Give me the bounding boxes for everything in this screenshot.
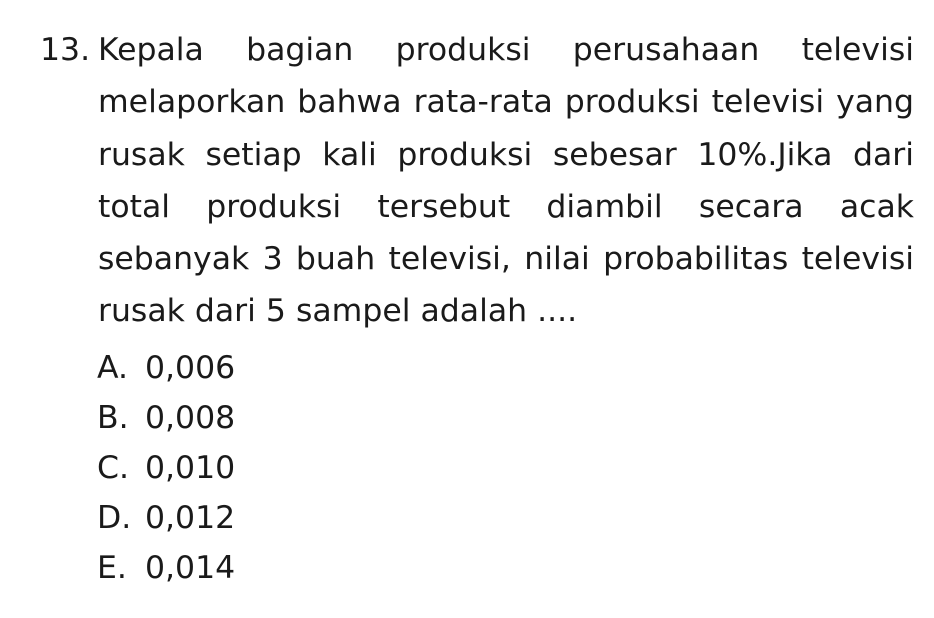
question-text: Kepala bagian produksi perusahaan televisi melaporkan bahwa rata-rata produksi televisi yang rusak setiap kali produksi sebesar 10%.Jika dari total produksi tersebut diambil secara acak sebanyak 3 buah televisi, nilai probabilitas televisi rusak dari 5 sampel adalah .... [98,32,914,330]
option-value: 0,012 [145,500,236,536]
option-value: 0,010 [145,450,236,486]
option-letter: D. [97,500,132,536]
answer-options [97,343,235,593]
option-e [97,543,235,593]
question-block [40,24,914,338]
option-letter: A. [97,350,129,386]
option-letter: E. [97,550,127,586]
question-number: 13. [40,32,91,68]
option-c [97,443,235,493]
option-value: 0,014 [145,550,236,586]
option-letter: C. [97,450,130,486]
option-letter: B. [97,400,129,436]
option-d [97,493,235,543]
option-b [97,393,235,443]
option-a [97,343,235,393]
option-value: 0,006 [145,350,236,386]
option-value: 0,008 [145,400,236,436]
